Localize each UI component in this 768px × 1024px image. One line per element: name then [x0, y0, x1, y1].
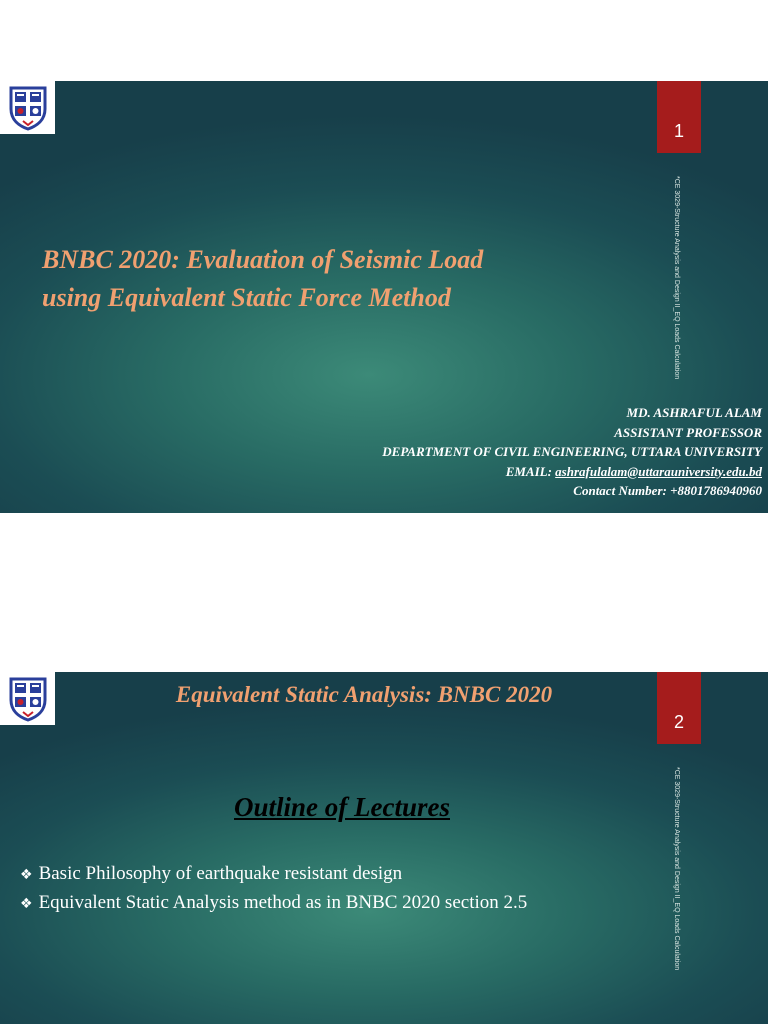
slide-number-badge	[657, 672, 701, 744]
course-side-label: *CE 3029-Structure Analysis and Design II_EQ Loads Calculation	[673, 176, 680, 380]
outline-heading: Outline of Lectures	[234, 792, 450, 822]
list-item	[20, 889, 527, 918]
slide-2	[0, 672, 768, 1024]
diamond-bullet-icon: ❖	[20, 896, 33, 912]
bullet-text: Basic Philosophy of earthquake resistant design	[38, 863, 403, 884]
slide-title	[42, 241, 642, 317]
slide-title: Equivalent Static Analysis: BNBC 2020	[175, 682, 553, 707]
list-item	[20, 860, 527, 889]
author-department: DEPARTMENT OF CIVIL ENGINEERING, UTTARA UNIVERSITY	[382, 444, 762, 459]
bullet-text: Equivalent Static Analysis method as in BNBC 2020 section 2.5	[38, 892, 528, 913]
bullet-list	[20, 860, 527, 918]
slide-number-badge	[657, 81, 701, 153]
author-name: MD. ASHRAFUL ALAM	[626, 405, 762, 420]
author-email-line	[382, 462, 762, 482]
title-line-1: BNBC 2020: Evaluation of Seismic Load	[42, 245, 484, 274]
course-side-label: *CE 3029-Structure Analysis and Design II_EQ Loads Calculation	[673, 767, 680, 971]
author-block	[382, 403, 762, 501]
slide-number: 1	[673, 121, 684, 141]
diamond-bullet-icon: ❖	[20, 867, 33, 883]
shield-icon	[8, 85, 48, 131]
author-contact: Contact Number: +8801786940960	[573, 483, 762, 498]
email-link[interactable]: ashrafulalam@uttarauniversity.edu.bd	[555, 463, 762, 479]
author-position: ASSISTANT PROFESSOR	[614, 424, 762, 440]
slide-number: 2	[673, 712, 684, 732]
email-label: EMAIL:	[505, 463, 556, 479]
slide-1	[0, 81, 768, 513]
university-logo	[0, 81, 55, 134]
title-line-2: using Equivalent Static Force Method	[42, 283, 451, 312]
